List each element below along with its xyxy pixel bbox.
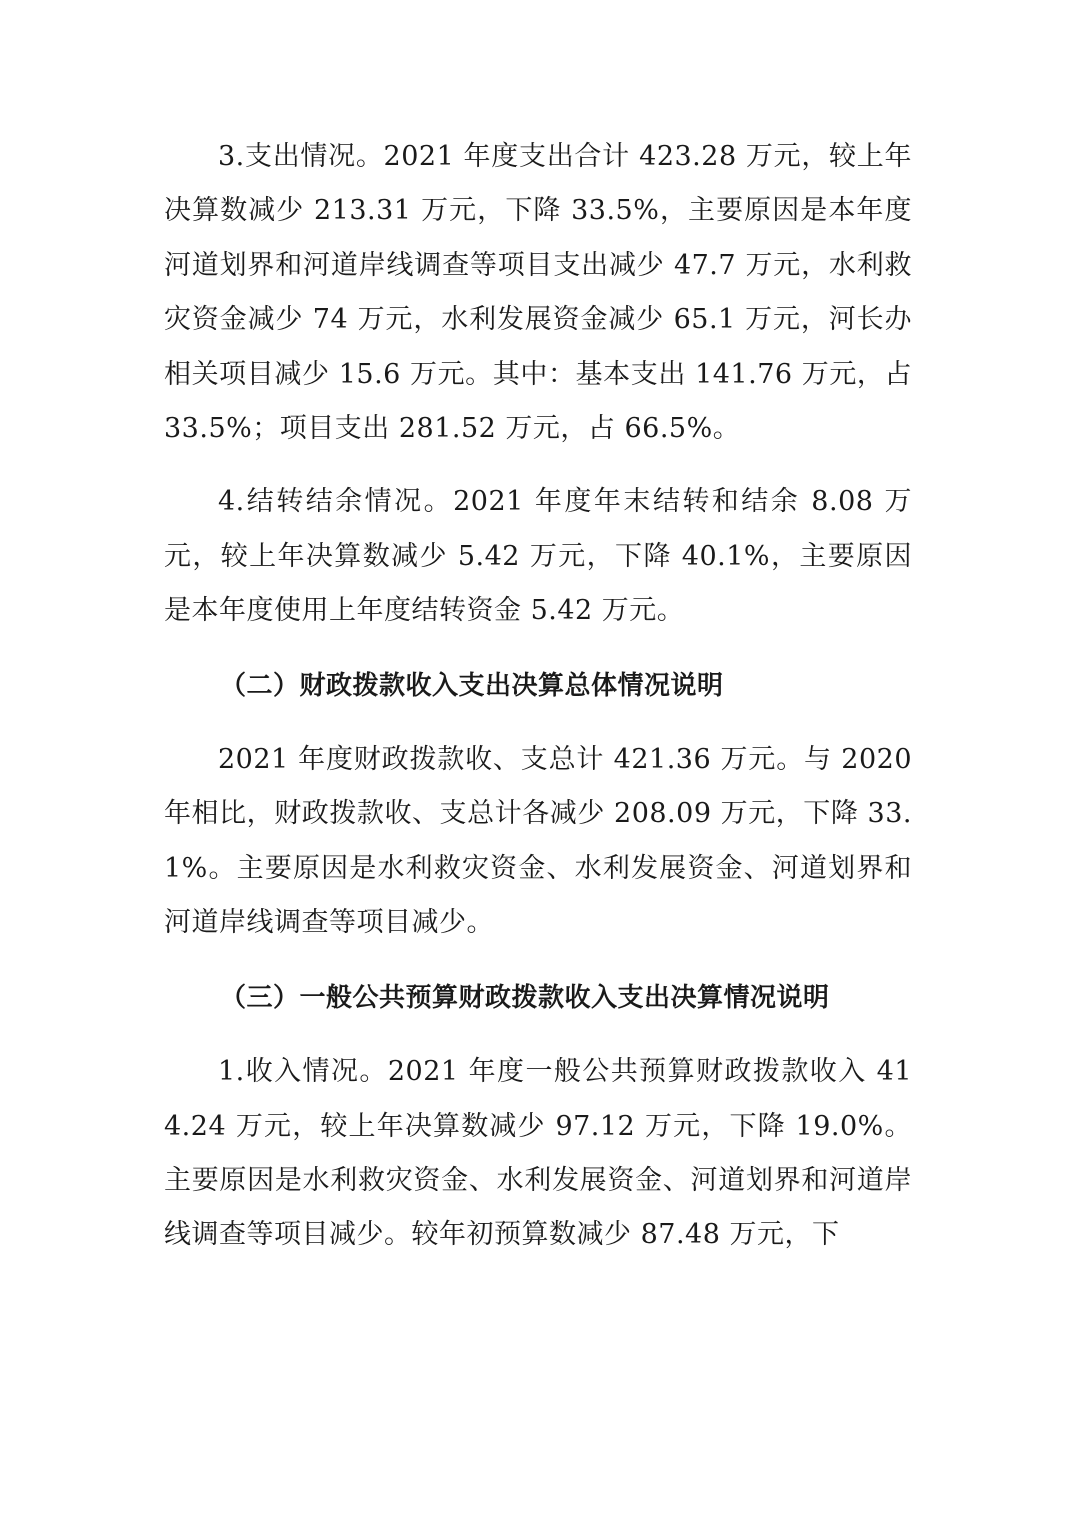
spacer (164, 713, 912, 733)
spacer (164, 456, 912, 475)
document-page (164, 130, 912, 1263)
spacer (164, 639, 912, 659)
paragraph-carryover: 4.结转结余情况。2021 年度年末结转和结余 8.08 万元，较上年决算数减少 5.42 万元，下降 40.1%，主要原因是本年度使用上年度结转资金 5.42 万元。 (164, 486, 912, 627)
spacer (164, 1025, 912, 1045)
paragraph-expenditure: 3.支出情况。2021 年度支出合计 423.28 万元，较上年决算数减少 213.31 万元，下降 33.5%，主要原因是本年度河道划界和河道岸线调查等项目支出减少 47.7 万元，水利救灾资金减少 74 万元，水利发展资金减少 65.1 万元，河长办相关项目减少 15.6 万元。其中：基本支出 141.76 万元，占 33.5%；项目支出 281.52 万元，占 66.5%。 (164, 141, 912, 445)
section-heading-3: （三）一般公共预算财政拨款收入支出决算情况说明 (220, 982, 830, 1013)
spacer (164, 951, 912, 971)
paragraph-income: 1.收入情况。2021 年度一般公共预算财政拨款收入 414.24 万元，较上年决算数减少 97.12 万元，下降 19.0%。主要原因是水利救灾资金、水利发展资金、河道划界和河道岸线调查等项目减少。较年初预算数减少 87.48 万元，下 (164, 1056, 912, 1251)
paragraph-fiscal-total: 2021 年度财政拨款收、支总计 421.36 万元。与 2020 年相比，财政拨款收、支总计各减少 208.09 万元，下降 33.1%。主要原因是水利救灾资金、水利发展资金、河道划界和河道岸线调查等项目减少。 (164, 744, 912, 939)
section-heading-2: （二）财政拨款收入支出决算总体情况说明 (220, 670, 724, 701)
